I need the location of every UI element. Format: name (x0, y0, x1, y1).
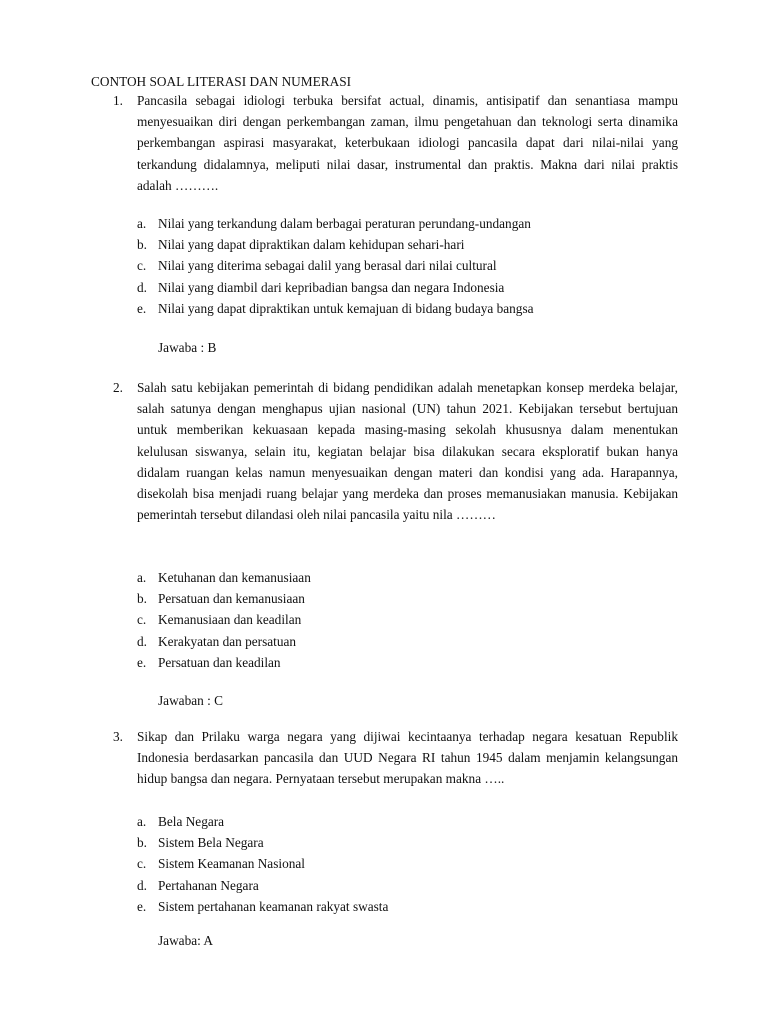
question-text: Pancasila sebagai idiologi terbuka bersifat actual, dinamis, antisipatif dan senantiasa mampu menyesuaikan diri dengan perkembangan zaman, ilmu pengetahuan dan teknologi serta dinamika perkembangan aspirasi masyarakat, keterbukaan idiologi pancasila dapat dari nilai-nilai yang terkandung didalamnya, meliputi nilai dasar, instrumental dan praktis. Makna dari nilai praktis adalah ………. (137, 93, 678, 193)
option-letter: e. (137, 300, 147, 316)
answer-options (91, 213, 678, 319)
option-text: Nilai yang diterima sebagai dalil yang berasal dari nilai cultural (158, 258, 497, 274)
option-letter: b. (137, 237, 147, 253)
answer-key: Jawaban : C (158, 693, 223, 708)
question-text: Salah satu kebijakan pemerintah di bidang pendidikan adalah menetapkan konsep merdeka belajar, salah satunya dengan menghapus ujian nasional (UN) tahun 2021. Kebijakan tersebut bertujuan untuk memberikan kekuasaan kepada masing-masing sekolah khususnya dalam menentukan kelulusan siswanya, selain itu, kegiatan belajar bisa dilakukan secara eksploratif bukan hanya didalam ruangan kelas namun menyesuaikan dengan materi dan kondisi yang ada. Harapannya, disekolah bisa menjadi ruang belajar yang merdeka dan proses memanusiakan manusia. Kebijakan pemerintah tersebut dilandasi oleh nilai pancasila yaitu nila ……… (137, 380, 678, 523)
document-title: CONTOH SOAL LITERASI DAN NUMERASI (91, 74, 352, 89)
option-letter: e. (137, 654, 147, 670)
option-text: Kerakyatan dan persatuan (158, 633, 297, 649)
option-d (91, 875, 678, 896)
option-b (91, 588, 678, 609)
option-letter: d. (137, 633, 147, 649)
option-text: Ketuhanan dan kemanusiaan (158, 570, 311, 585)
option-text: Nilai yang dapat dipraktikan untuk kemajuan di bidang budaya bangsa (158, 300, 534, 316)
question-3 (91, 726, 678, 790)
option-letter: c. (137, 258, 147, 274)
option-text: Persatuan dan keadilan (158, 654, 281, 670)
question-text: Sikap dan Prilaku warga negara yang dijiwai kecintaanya terhadap negara kesatuan Republik Indonesia berdasarkan pancasila dan UUD Negara RI tahun 1945 dalam menjamin kelangsungan hidup bangsa dan negara. Pernyataan tersebut merupakan makna ….. (137, 729, 678, 787)
option-text: Sistem Bela Negara (158, 835, 264, 851)
option-letter: c. (137, 612, 147, 628)
option-text: Nilai yang dapat dipraktikan dalam kehidupan sehari-hari (158, 237, 465, 253)
option-letter: c. (137, 856, 147, 872)
option-text: Bela Negara (158, 814, 225, 829)
option-letter: d. (137, 877, 147, 893)
option-letter: d. (137, 279, 147, 295)
option-letter: a. (137, 216, 147, 231)
question-number: 2. (113, 380, 123, 395)
question-number: 3. (113, 729, 123, 744)
option-c (91, 255, 678, 276)
option-letter: a. (137, 814, 147, 829)
option-b (91, 832, 678, 853)
option-d (91, 277, 678, 298)
option-text: Sistem pertahanan keamanan rakyat swasta (158, 898, 389, 914)
option-e (91, 896, 678, 917)
option-letter: a. (137, 570, 147, 585)
option-letter: e. (137, 898, 147, 914)
question-number: 1. (113, 93, 123, 108)
question-2 (91, 377, 678, 525)
option-text: Persatuan dan kemanusiaan (158, 591, 305, 607)
option-text: Kemanusiaan dan keadilan (158, 612, 302, 628)
option-text: Pertahanan Negara (158, 877, 259, 893)
answer-options (91, 567, 678, 673)
option-e (91, 298, 678, 319)
option-a (91, 567, 678, 588)
option-a (91, 811, 678, 832)
option-d (91, 631, 678, 652)
answer-key: Jawaba : B (158, 340, 217, 355)
option-text: Nilai yang diambil dari kepribadian bangsa dan negara Indonesia (158, 279, 505, 295)
option-c (91, 853, 678, 874)
option-b (91, 234, 678, 255)
option-a (91, 213, 678, 234)
option-letter: b. (137, 835, 147, 851)
answer-options (91, 811, 678, 917)
option-letter: b. (137, 591, 147, 607)
answer-key: Jawaba: A (158, 933, 214, 948)
option-text: Nilai yang terkandung dalam berbagai peraturan perundang-undangan (158, 216, 531, 231)
option-text: Sistem Keamanan Nasional (158, 856, 305, 872)
option-c (91, 609, 678, 630)
question-1 (91, 90, 678, 196)
option-e (91, 652, 678, 673)
